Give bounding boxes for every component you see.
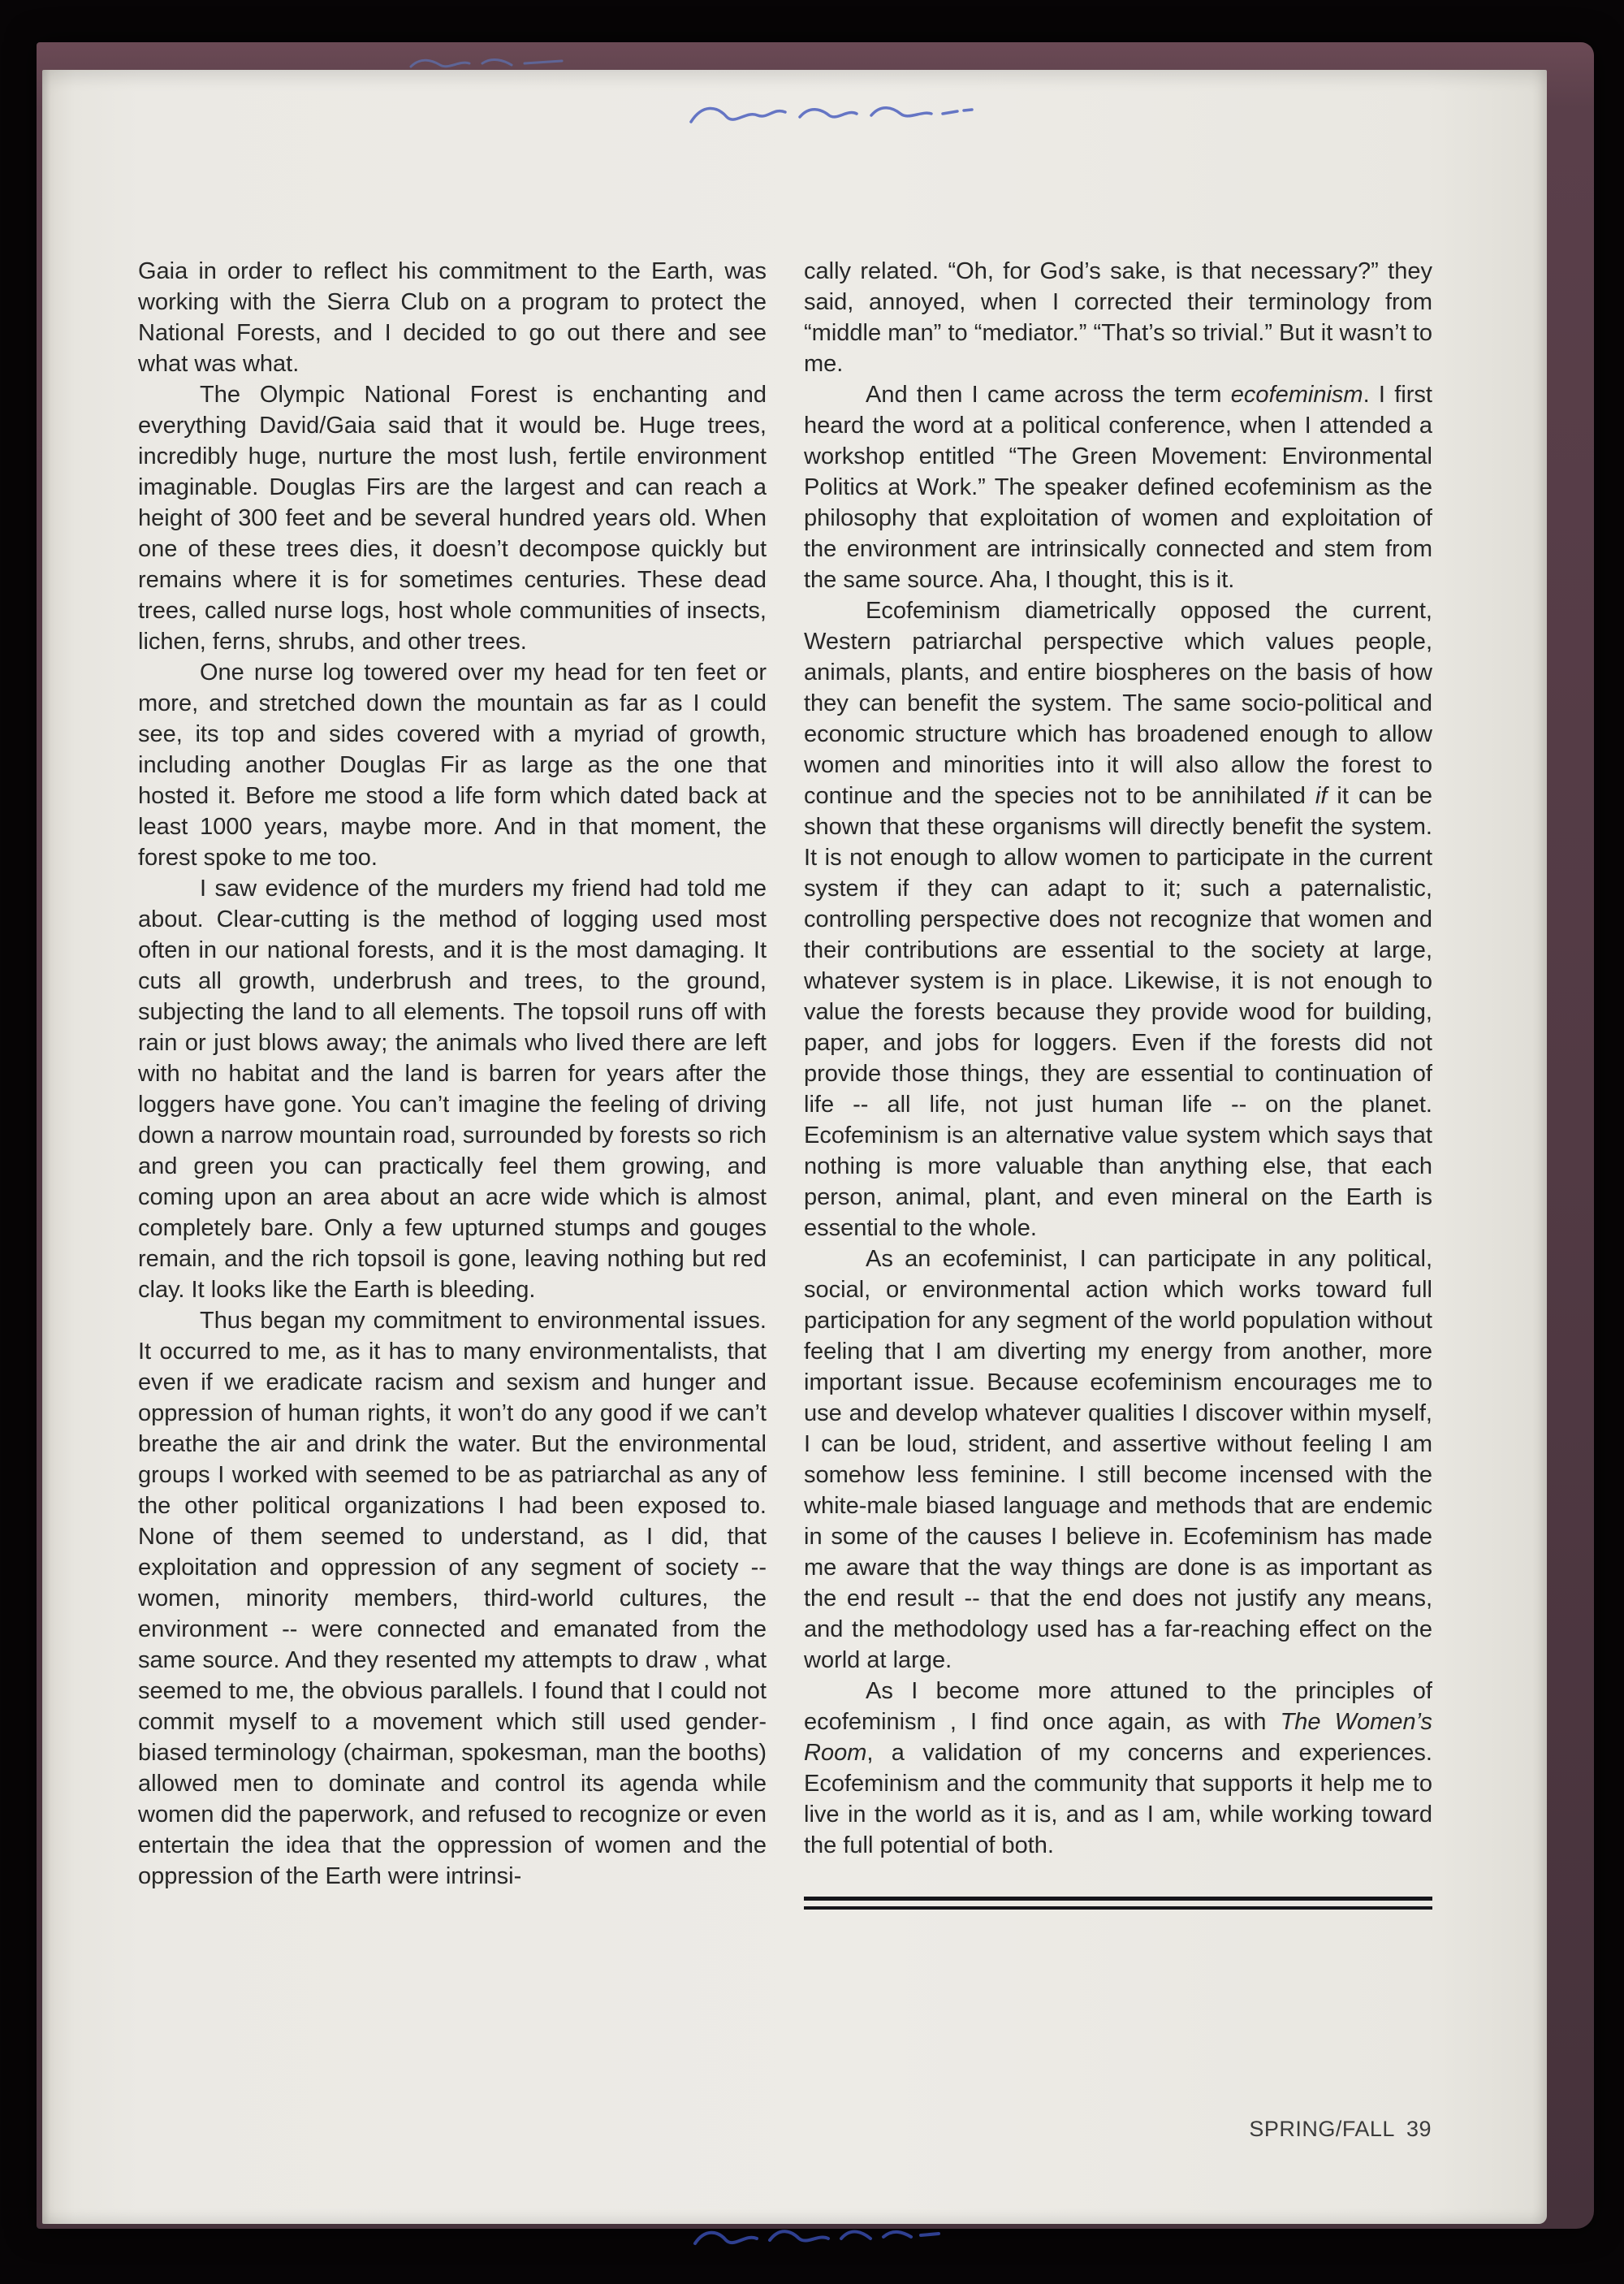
text-segment: . I first heard the word at a political conference, when I attended a workshop entitled “The Green Movement: Environmental Politics at Work.” The speaker defined ecofeminism as the philosophy that exploitation of women and exploitation of the environment are intrinsically connected and stem from the same source. Aha, I thought, this is it.	[804, 382, 1432, 593]
page-footer	[1249, 2117, 1432, 2142]
left-column	[138, 256, 767, 1910]
text-segment: Ecofeminism diametrically opposed the current, Western patriarchal perspective which values people, animals, plants, and entire biospheres on the basis of how they can benefit the system. The same socio-political and economic structure which has broadened enough to allow women and minorities into it will also allow the forest to continue and the species not to be annihilated	[804, 598, 1432, 809]
right-column	[804, 256, 1432, 1910]
two-column-text	[138, 256, 1432, 1910]
magazine-page	[42, 70, 1547, 2224]
text-segment: it can be shown that these organisms will directly benefit the system. It is not enough to allow women to participate in the current system if they can adapt to it; such a paternalistic, controlling perspective does not recognize that women and their contributions are essential to the society at large, whatever system is in place. Likewise, it is not enough to value the forests because they provide wood for building, paper, and jobs for loggers. Even if the forests did not provide those things, they are essential to continuation of life -- all life, not just human life -- on the planet. Ecofeminism is an alternative value system which says that nothing is more valuable than anything else, that each person, animal, plant, and even mineral on the Earth is essential to the whole.	[804, 783, 1432, 1241]
paragraph: I saw evidence of the murders my friend had told me about. Clear-cutting is the method of logging used most often in our national forests, and it is the most damaging. It cuts all growth, underbrush and trees, to the ground, subjecting the land to all elements. The topsoil runs off with rain or just blows away; the animals who lived there are left with no habitat and the land is barren for years after the loggers have gone. You can’t imagine the feeling of driving down a narrow mountain road, surrounded by forests so rich and green you can practically feel them growing, and coming upon an area about an acre wide which is almost completely bare. Only a few upturned stumps and gouges remain, and the rich topsoil is gone, leaving nothing but red clay. It looks like the Earth is bleeding.	[138, 876, 767, 1303]
paragraph	[804, 595, 1432, 1244]
italic-text: ecofeminism	[1230, 382, 1363, 408]
paragraph	[804, 1676, 1432, 1861]
paragraph: Thus began my commitment to environmental issues. It occurred to me, as it has to many environmentalists, that even if we eradicate racism and sexism and hunger and oppression of human rights, it won’t do any good if we can’t breathe the air and drink the water. But the environmental groups I worked with seemed to be as patriarchal as any of the other political organizations I had been exposed to. None of them seemed to understand, as I did, that exploitation and oppression of any segment of society -- women, minority members, third-world cultures, the environment -- were connected and emanated from the same source. And they resented my attempts to draw , what seemed to me, the obvious parallels. I found that I could not commit myself to a movement which still used gender-biased terminology (chairman, spokesman, man the booths) allowed men to dominate and control its agenda while women did the paperwork, and refused to recognize or even entertain the idea that the oppression of women and the oppression of the Earth were intrinsi-	[138, 1308, 767, 1889]
paragraph: As an ecofeminist, I can participate in any political, social, or environmental action which works toward full participation for any segment of the world population without feeling that I am diverting my energy from another, more important issue. Because ecofeminism encourages me to use and develop whatever qualities I discover within myself, I can be loud, strident, and assertive without feeling I am somehow less feminine. I still become incensed with the white-male biased language and methods that are endemic in some of the causes I believe in. Ecofeminism has made me aware that the way things are done is as important as the end result -- that the end does not justify any means, and the methodology used has a far-reaching effect on the world at large.	[804, 1246, 1432, 1673]
paragraph	[804, 379, 1432, 595]
paragraph: One nurse log towered over my head for ten feet or more, and stretched down the mountain as far as I could see, its top and sides covered with a myriad of growth, including another Douglas Fir as large as the one that hosted it. Before me stood a life form which dated back at least 1000 years, maybe more. And in that moment, the forest spoke to me too.	[138, 660, 767, 871]
italic-text: if	[1315, 783, 1328, 809]
issue-label: SPRING/FALL	[1249, 2117, 1395, 2141]
text-segment: As I become more attuned to the principles of ecofeminism , I find once again, as with	[804, 1678, 1432, 1735]
paragraph: Gaia in order to reflect his commitment to the Earth, was working with the Sierra Club on a program to protect the National Forests, and I decided to go out there and see what was what.	[138, 258, 767, 377]
text-segment: , a validation of my concerns and experiences. Ecofeminism and the community that supports it help me to live in the world as it is, and as I am, while working toward the full potential of both.	[804, 1740, 1432, 1858]
paragraph: The Olympic National Forest is enchanting and everything David/Gaia said that it would be. Huge trees, incredibly huge, nurture the most lush, fertile environment imaginable. Douglas Firs are the largest and can reach a height of 300 feet and be several hundred years old. When one of these trees dies, it doesn’t decompose quickly but remains where it is for sometimes centuries. These dead trees, called nurse logs, host whole communities of insects, lichen, ferns, shrubs, and other trees.	[138, 382, 767, 655]
text-segment: And then I came across the term	[866, 382, 1231, 408]
italic-text: The Women’s Room	[804, 1709, 1432, 1766]
page-number: 39	[1406, 2117, 1432, 2141]
paragraph: cally related. “Oh, for God’s sake, is that necessary?” they said, annoyed, when I corrected their terminology from “middle man” to “mediator.” “That’s so trivial.” But it wasn’t to me.	[804, 258, 1432, 377]
closing-double-rule	[804, 1897, 1432, 1910]
